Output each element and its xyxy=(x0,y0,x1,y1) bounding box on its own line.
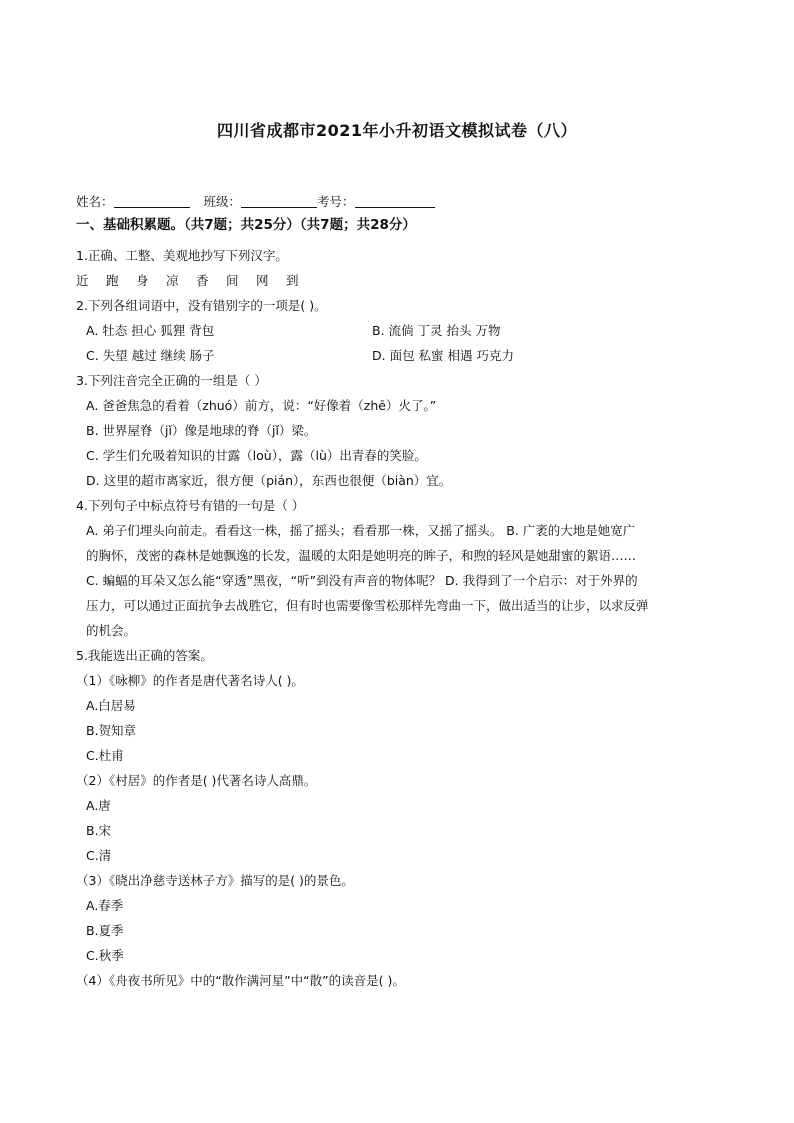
q2-stem: 2.下列各组词语中，没有错别字的一项是( )。 xyxy=(76,298,327,313)
section-heading: 一、基础积累题。（共7题；共25分）（共7题；共28分） xyxy=(76,217,416,233)
q5-sub1-option: A.白居易 xyxy=(86,698,136,713)
char-item: 网 xyxy=(256,273,269,288)
char-item: 到 xyxy=(286,273,299,288)
name-field[interactable] xyxy=(114,193,190,208)
q1-stem: 1.正确、工整、美观地抄写下列汉字。 xyxy=(76,248,288,263)
id-label: 考号： xyxy=(317,194,355,209)
char-item: 凉 xyxy=(166,273,179,288)
q5-sub1-option: B.贺知章 xyxy=(86,723,137,738)
q5-sub3-option: B.夏季 xyxy=(86,923,124,938)
q5-sub2: （2）《村居》的作者是( )代著名诗人高鼎。 xyxy=(76,773,317,788)
q5-sub3-option: C.秋季 xyxy=(86,948,124,963)
q2-option-d: D. 面包 私蜜 相遇 巧克力 xyxy=(372,348,514,363)
q3-stem: 3.下列注音完全正确的一组是（ ） xyxy=(76,373,267,388)
q4-line: C. 蝙蝠的耳朵又怎么能“穿透”黑夜，“听”到没有声音的物体呢？ D. 我得到了一个启示：对于外界的 xyxy=(86,573,638,588)
q5-sub2-option: B.宋 xyxy=(86,823,112,838)
q5-sub1-option: C.杜甫 xyxy=(86,748,124,763)
char-item: 身 xyxy=(136,273,149,288)
char-item: 香 xyxy=(196,273,209,288)
q3-option-b: B. 世界屋脊（jǐ）像是地球的脊（jǐ）梁。 xyxy=(86,423,317,438)
q4-line: 的胸怀，茂密的森林是她飘逸的长发，温暖的太阳是她明亮的眸子，和煦的轻风是她甜蜜的絮语…… xyxy=(86,548,637,563)
char-item: 近 xyxy=(76,273,89,288)
q3-option-d: D. 这里的超市离家近，很方便（pián），东西也很便（biàn）宜。 xyxy=(86,473,452,488)
q5-stem: 5.我能选出正确的答案。 xyxy=(76,648,213,663)
q2-option-a: A. 牡态 担心 狐狸 背包 xyxy=(86,323,215,338)
q4-line: 的机会。 xyxy=(86,623,137,638)
q5-sub3: （3）《晓出净慈寺送林子方》描写的是( )的景色。 xyxy=(76,873,354,888)
student-info-row xyxy=(76,192,435,212)
char-item: 间 xyxy=(226,273,239,288)
id-field[interactable] xyxy=(355,193,435,208)
char-item: 跑 xyxy=(106,273,119,288)
q5-sub3-option: A.春季 xyxy=(86,898,124,913)
q4-stem: 4.下列句子中标点符号有错的一句是（ ） xyxy=(76,498,305,513)
q4-line: 压力，可以通过正面抗争去战胜它，但有时也需要像雪松那样先弯曲一下，做出适当的让步，以求反弹 xyxy=(86,598,649,613)
exam-title: 四川省成都市2021年小升初语文模拟试卷（八） xyxy=(216,121,578,140)
q2-option-b: B. 流倘 丁灵 抬头 万物 xyxy=(372,323,501,338)
q5-sub1: （1）《咏柳》的作者是唐代著名诗人( )。 xyxy=(76,673,304,688)
class-field[interactable] xyxy=(241,193,317,208)
q3-option-c: C. 学生们允吸着知识的甘露（loù），露（lù）出青春的笑脸。 xyxy=(86,448,427,463)
q2-option-c: C. 失望 越过 继续 肠子 xyxy=(86,348,215,363)
q4-line: A. 弟子们埋头向前走。看看这一株，摇了摇头；看看那一株，又摇了摇头。 B. 广袤的大地是她宽广 xyxy=(86,523,636,538)
q5-sub2-option: C.清 xyxy=(86,848,112,863)
q1-characters xyxy=(76,271,316,291)
q5-sub2-option: A.唐 xyxy=(86,798,111,813)
class-label: 班级： xyxy=(203,194,241,209)
q5-sub4: （4）《舟夜书所见》中的“散作满河星”中“散”的读音是( )。 xyxy=(76,973,405,988)
name-label: 姓名： xyxy=(76,194,114,209)
q3-option-a: A. 爸爸焦急的看着（zhuó）前方，说：“好像着（zhē）火了。” xyxy=(86,398,437,413)
